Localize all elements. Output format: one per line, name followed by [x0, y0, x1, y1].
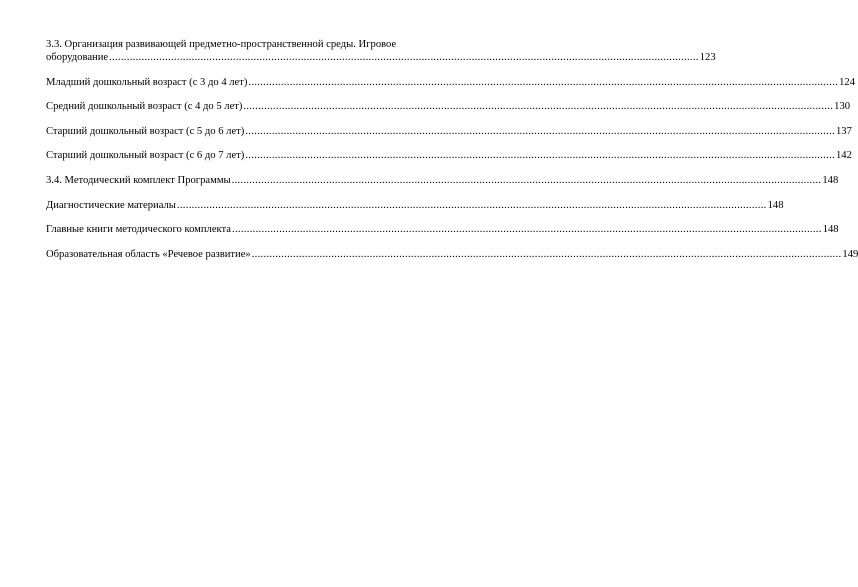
toc-entry-middle-age[interactable] — [46, 100, 851, 113]
dot-leader: ........................................................................................................................................................................................................ — [109, 52, 699, 63]
toc-entry-title: Старший дошкольный возраст (с 5 до 6 лет) — [46, 125, 245, 137]
toc-entry-title: Главные книги методического комплекта — [46, 224, 232, 236]
toc-page-number: 148 — [767, 199, 784, 211]
table-of-contents — [46, 38, 858, 272]
toc-entry-title: 3.4. Методический комплект Программы — [46, 174, 231, 186]
toc-entry-methodical-kit[interactable] — [46, 174, 839, 187]
toc-page-number: 123 — [699, 52, 716, 63]
toc-entry-main-books[interactable] — [46, 223, 839, 236]
toc-page-number: 130 — [834, 101, 851, 113]
toc-entry-title: Диагностические материалы — [46, 199, 176, 211]
toc-entry-speech-development[interactable] — [46, 248, 858, 261]
dot-leader: ........................................................................................................................................................................................................ — [232, 224, 822, 236]
toc-page-number: 137 — [836, 125, 852, 137]
dot-leader: ........................................................................................................................................................................................................ — [248, 76, 839, 88]
dot-leader: ........................................................................................................................................................................................................ — [251, 248, 842, 260]
toc-entry-title: оборудование — [46, 52, 109, 63]
dot-leader: ........................................................................................................................................................................................................ — [176, 199, 767, 211]
dot-leader: ........................................................................................................................................................................................................ — [245, 150, 835, 162]
toc-entry-senior-age-6-7[interactable] — [46, 149, 852, 162]
dot-leader: ........................................................................................................................................................................................................ — [231, 174, 822, 186]
dot-leader: ........................................................................................................................................................................................................ — [245, 125, 835, 137]
toc-entry-diagnostic-materials[interactable] — [46, 199, 784, 212]
toc-entry-title: Образовательная область «Речевое развитие» — [46, 248, 251, 260]
toc-entry-organization[interactable] — [46, 38, 716, 64]
toc-page-number: 148 — [822, 174, 839, 186]
toc-page-number: 124 — [839, 76, 855, 88]
toc-entry-title: Старший дошкольный возраст (с 6 до 7 лет) — [46, 150, 245, 162]
toc-entry-senior-age-5-6[interactable] — [46, 125, 852, 138]
dot-leader: ........................................................................................................................................................................................................ — [243, 101, 834, 113]
toc-entry-title: Средний дошкольный возраст (с 4 до 5 лет) — [46, 101, 243, 113]
toc-entry-title-line1: 3.3. Организация развивающей предметно-пространственной среды. Игровое — [46, 39, 397, 50]
toc-page-number: 149 — [842, 248, 858, 260]
toc-page-number: 148 — [822, 224, 839, 236]
toc-entry-junior-age[interactable] — [46, 76, 855, 89]
toc-entry-title: Младший дошкольный возраст (с 3 до 4 лет) — [46, 76, 248, 88]
toc-page-number: 142 — [836, 150, 852, 162]
